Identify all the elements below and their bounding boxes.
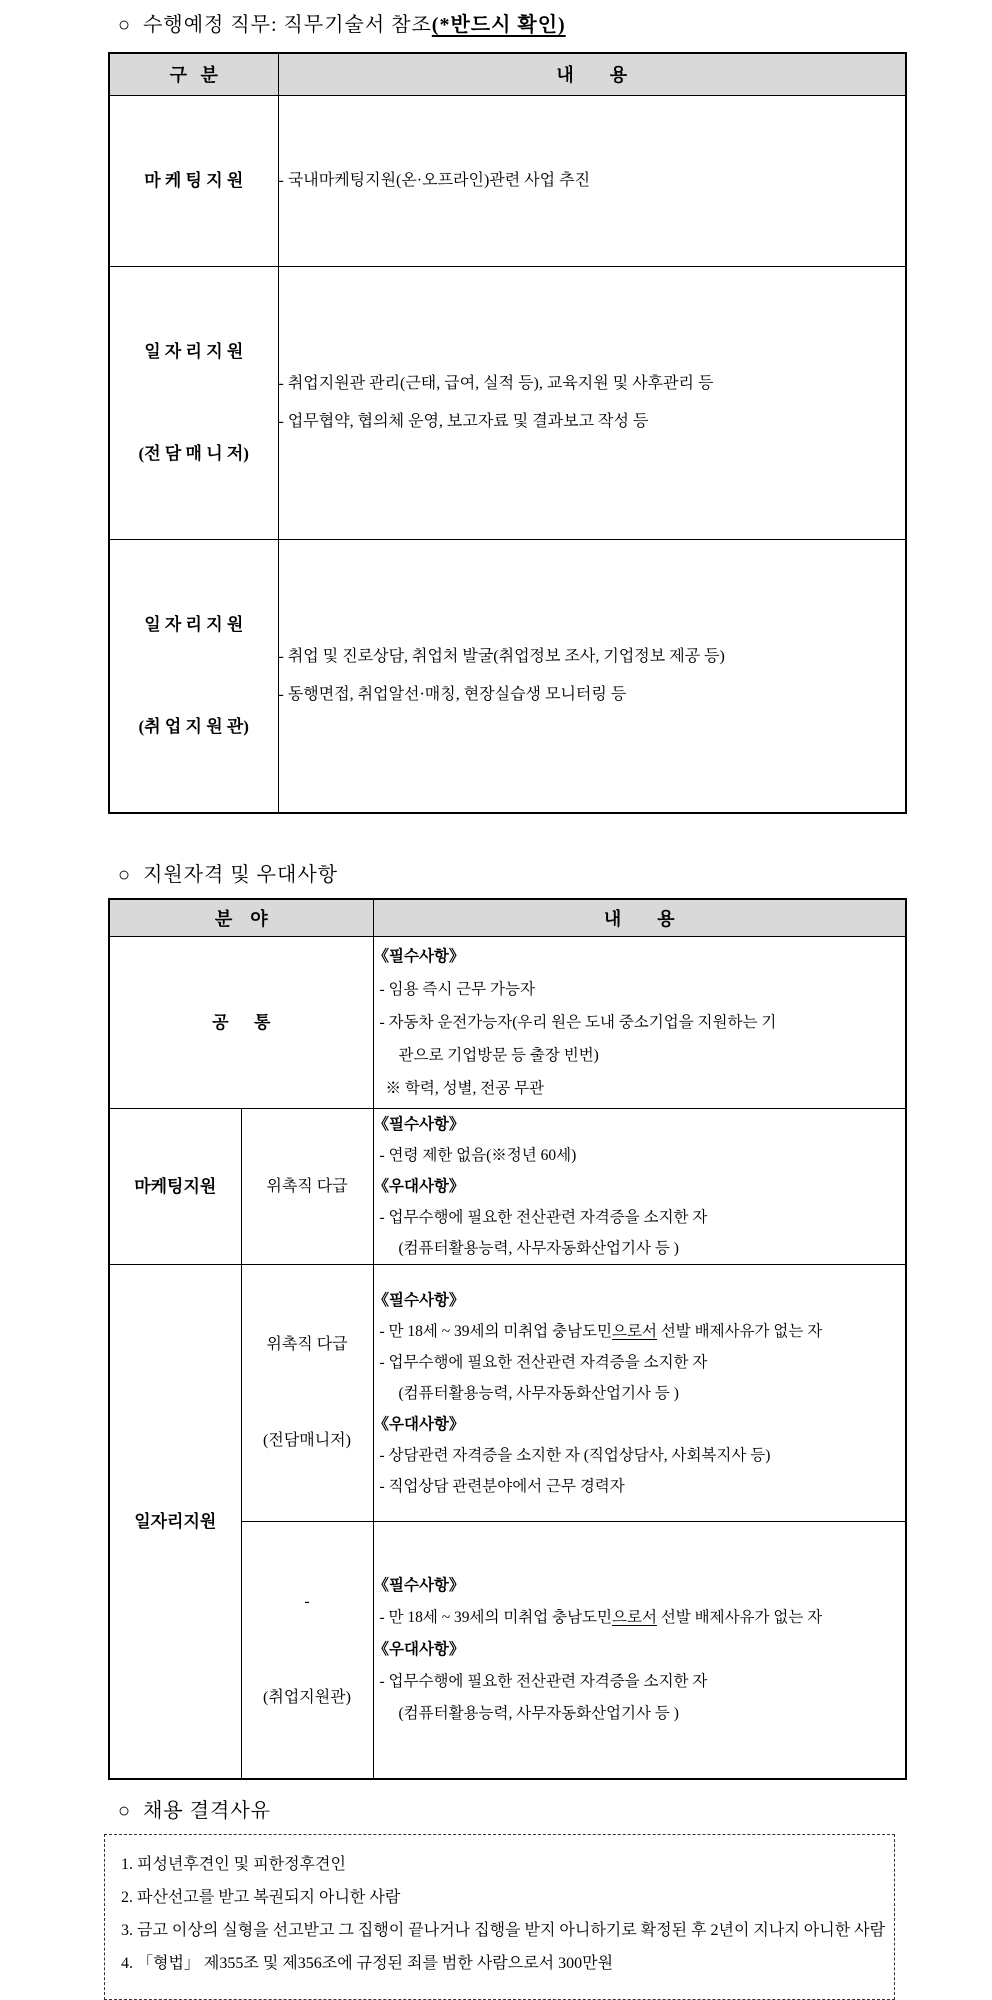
row-content-marketing: - 국내마케팅지원(온·오프라인)관련 사업 추진 bbox=[278, 95, 906, 266]
row-label-job-support: 일자리지원 bbox=[109, 1265, 241, 1780]
row-content-marketing-support: 《필수사항》 - 연령 제한 없음(※정년 60세) 《우대사항》 - 업무수행에 필요한 전산관련 자격증을 소지한 자 (컴퓨터활용능력, 사무자동화산업기사 등 ) bbox=[373, 1109, 906, 1265]
duties-header-content: 내 용 bbox=[278, 53, 906, 95]
section1-heading bbox=[118, 10, 992, 40]
qualifications-header-content: 내 용 bbox=[373, 899, 906, 937]
qualifications-header-row bbox=[109, 899, 906, 937]
row-label-marketing-support: 마케팅지원 bbox=[109, 1109, 241, 1265]
row-sublabel-commissioned-grade: 위촉직 다급 bbox=[241, 1109, 373, 1265]
duties-header-category: 구 분 bbox=[109, 53, 278, 95]
table-row-marketing bbox=[109, 1109, 906, 1265]
section2-heading-text: ○ 지원자격 및 우대사항 bbox=[118, 863, 338, 886]
section1-heading-emphasis: (*반드시 확인) bbox=[431, 14, 566, 36]
disqualification-box bbox=[104, 1834, 895, 2000]
table-row bbox=[109, 95, 906, 266]
disqualification-item: 2. 파산선고를 받고 복권되지 아니한 사람 bbox=[121, 1889, 401, 1906]
disqualification-item: 3. 금고 이상의 실형을 선고받고 그 집행이 끝나거나 집행을 받지 아니하기로 확정된 후 2년이 지나지 아니한 사람 bbox=[121, 1922, 886, 1939]
row-content-job-counselor-qual: 《필수사항》 - 만 18세 ~ 39세의 미취업 충남도민으로서 선발 배제사유가 없는 자 《우대사항》 - 업무수행에 필요한 전산관련 자격증을 소지한 자 (컴퓨터활용능력, 사무자동화산업기사 등 ) bbox=[373, 1522, 906, 1780]
disqualification-item: 4. 「형법」 제355조 및 제356조에 규정된 죄를 범한 사람으로서 300만원 bbox=[121, 1955, 614, 1972]
row-sublabel-counselor: - (취업지원관) bbox=[241, 1522, 373, 1780]
row-content-job-counselor: - 취업 및 진로상담, 취업처 발굴(취업정보 조사, 기업정보 제공 등) - 동행면접, 취업알선·매칭, 현장실습생 모니터링 등 bbox=[278, 539, 906, 813]
row-label-job-manager: 일 자 리 지 원 (전 담 매 니 저) bbox=[109, 266, 278, 539]
row-content-job-manager: - 취업지원관 관리(근태, 급여, 실적 등), 교육지원 및 사후관리 등 - 업무협약, 협의체 운영, 보고자료 및 결과보고 작성 등 bbox=[278, 266, 906, 539]
qualifications-table bbox=[108, 898, 907, 1781]
table-row bbox=[109, 266, 906, 539]
duties-header-row bbox=[109, 53, 906, 95]
row-content-job-manager-qual: 《필수사항》 - 만 18세 ~ 39세의 미취업 충남도민으로서 선발 배제사유가 없는 자 - 업무수행에 필요한 전산관련 자격증을 소지한 자 (컴퓨터활용능력, 사무자동화산업기사 등 ) 《우대사항》 - 상담관련 자격증을 소지한 자 (직업상담사, 사회복지사 등) - 직업상담 관련분야에서 근무 경력자 bbox=[373, 1265, 906, 1522]
section1-heading-text: ○ 수행예정 직무: 직무기술서 참조 bbox=[118, 14, 432, 36]
row-content-common: 《필수사항》 - 임용 즉시 근무 가능자 - 자동차 운전가능자(우리 원은 도내 중소기업을 지원하는 기 관으로 기업방문 등 출장 빈번) ※ 학력, 성별, 전공 무관 bbox=[373, 937, 906, 1109]
disqualification-item: 1. 피성년후견인 및 피한정후견인 bbox=[121, 1856, 346, 1873]
table-row-common bbox=[109, 937, 906, 1109]
section3-heading-text: ○ 채용 결격사유 bbox=[118, 1800, 271, 1822]
section2-heading bbox=[118, 860, 992, 890]
row-sublabel-manager: 위촉직 다급 (전담매니저) bbox=[241, 1265, 373, 1522]
qualifications-header-field: 분 야 bbox=[109, 899, 373, 937]
row-label-marketing: 마 케 팅 지 원 bbox=[109, 95, 278, 266]
row-label-job-counselor: 일 자 리 지 원 (취 업 지 원 관) bbox=[109, 539, 278, 813]
duties-table bbox=[108, 52, 907, 814]
row-label-common: 공 통 bbox=[109, 937, 373, 1109]
table-row bbox=[109, 539, 906, 813]
section3-heading bbox=[118, 1796, 992, 1826]
table-row-job-manager bbox=[109, 1265, 906, 1522]
